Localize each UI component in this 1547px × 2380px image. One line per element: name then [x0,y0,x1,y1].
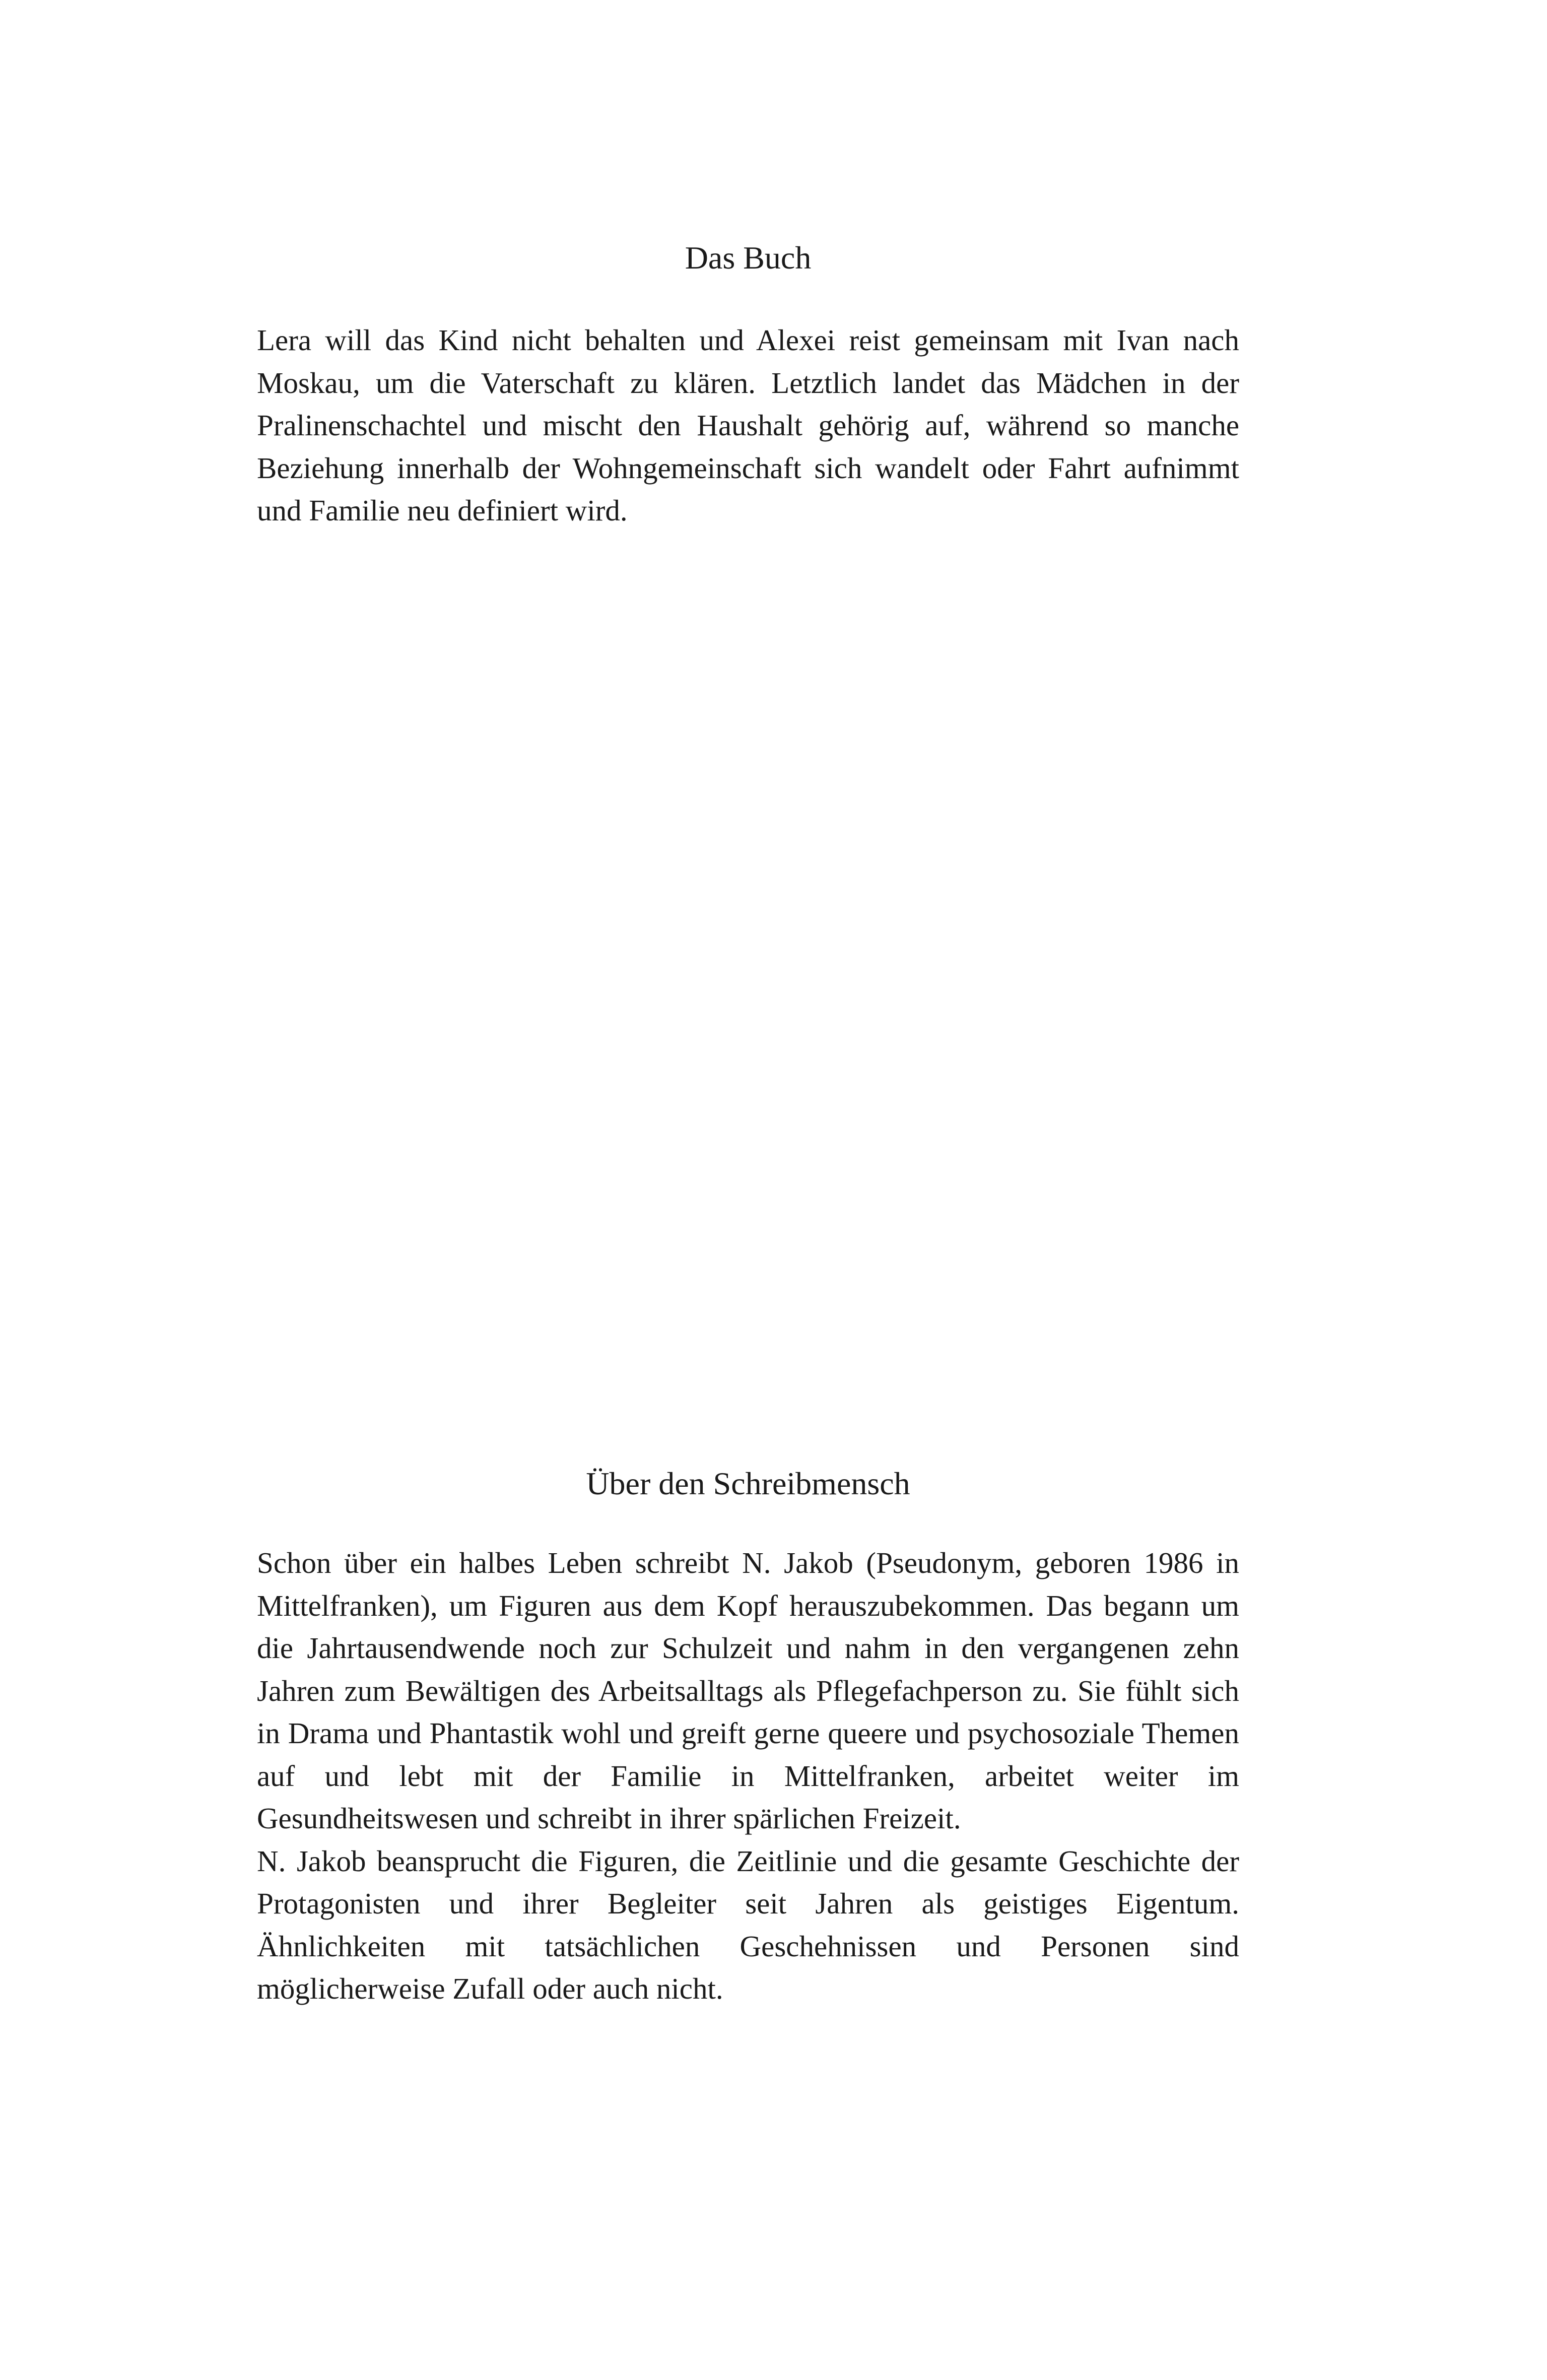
author-bio-paragraph-2: N. Jakob beansprucht die Figuren, die Zeitlinie und die gesamte Geschichte der Protagonisten und ihrer Begleiter seit Jahren als geistiges Eigentum. Ähnlichkeiten mit tatsächlichen Geschehnissen und Personen sind möglicherweise Zufall oder auch nicht. [257,1844,1239,2005]
book-section-heading: Das Buch [685,240,812,276]
author-bio-paragraph-1: Schon über ein halbes Leben schreibt N. Jakob (Pseudonym, geboren 1986 in Mittelfranken), um Figuren aus dem Kopf herauszubekommen. Das begann um die Jahrtausendwende noch zur Schulzeit und nahm in den vergangenen zehn Jahren zum Bewältigen des Arbeitsalltags als Pflegefachperson zu. Sie fühlt sich in Drama und Phantastik wohl und greift gerne queere und psychosoziale Themen auf und lebt mit der Familie in Mittelfranken, arbeitet weiter im Gesundheitswesen und schreibt in ihrer spärlichen Freizeit. [257,1546,1239,1835]
author-bio [257,1542,1239,2010]
author-section-heading: Über den Schreibmensch [586,1466,910,1501]
book-description [257,319,1239,532]
book-description-paragraph: Lera will das Kind nicht behalten und Alexei reist gemeinsam mit Ivan nach Moskau, um die Vaterschaft zu klären. Letztlich landet das Mädchen in der Pralinenschachtel und mischt den Haushalt gehörig auf, während so manche Beziehung innerhalb der Wohngemeinschaft sich wandelt oder Fahrt aufnimmt und Familie neu definiert wird. [257,323,1239,527]
